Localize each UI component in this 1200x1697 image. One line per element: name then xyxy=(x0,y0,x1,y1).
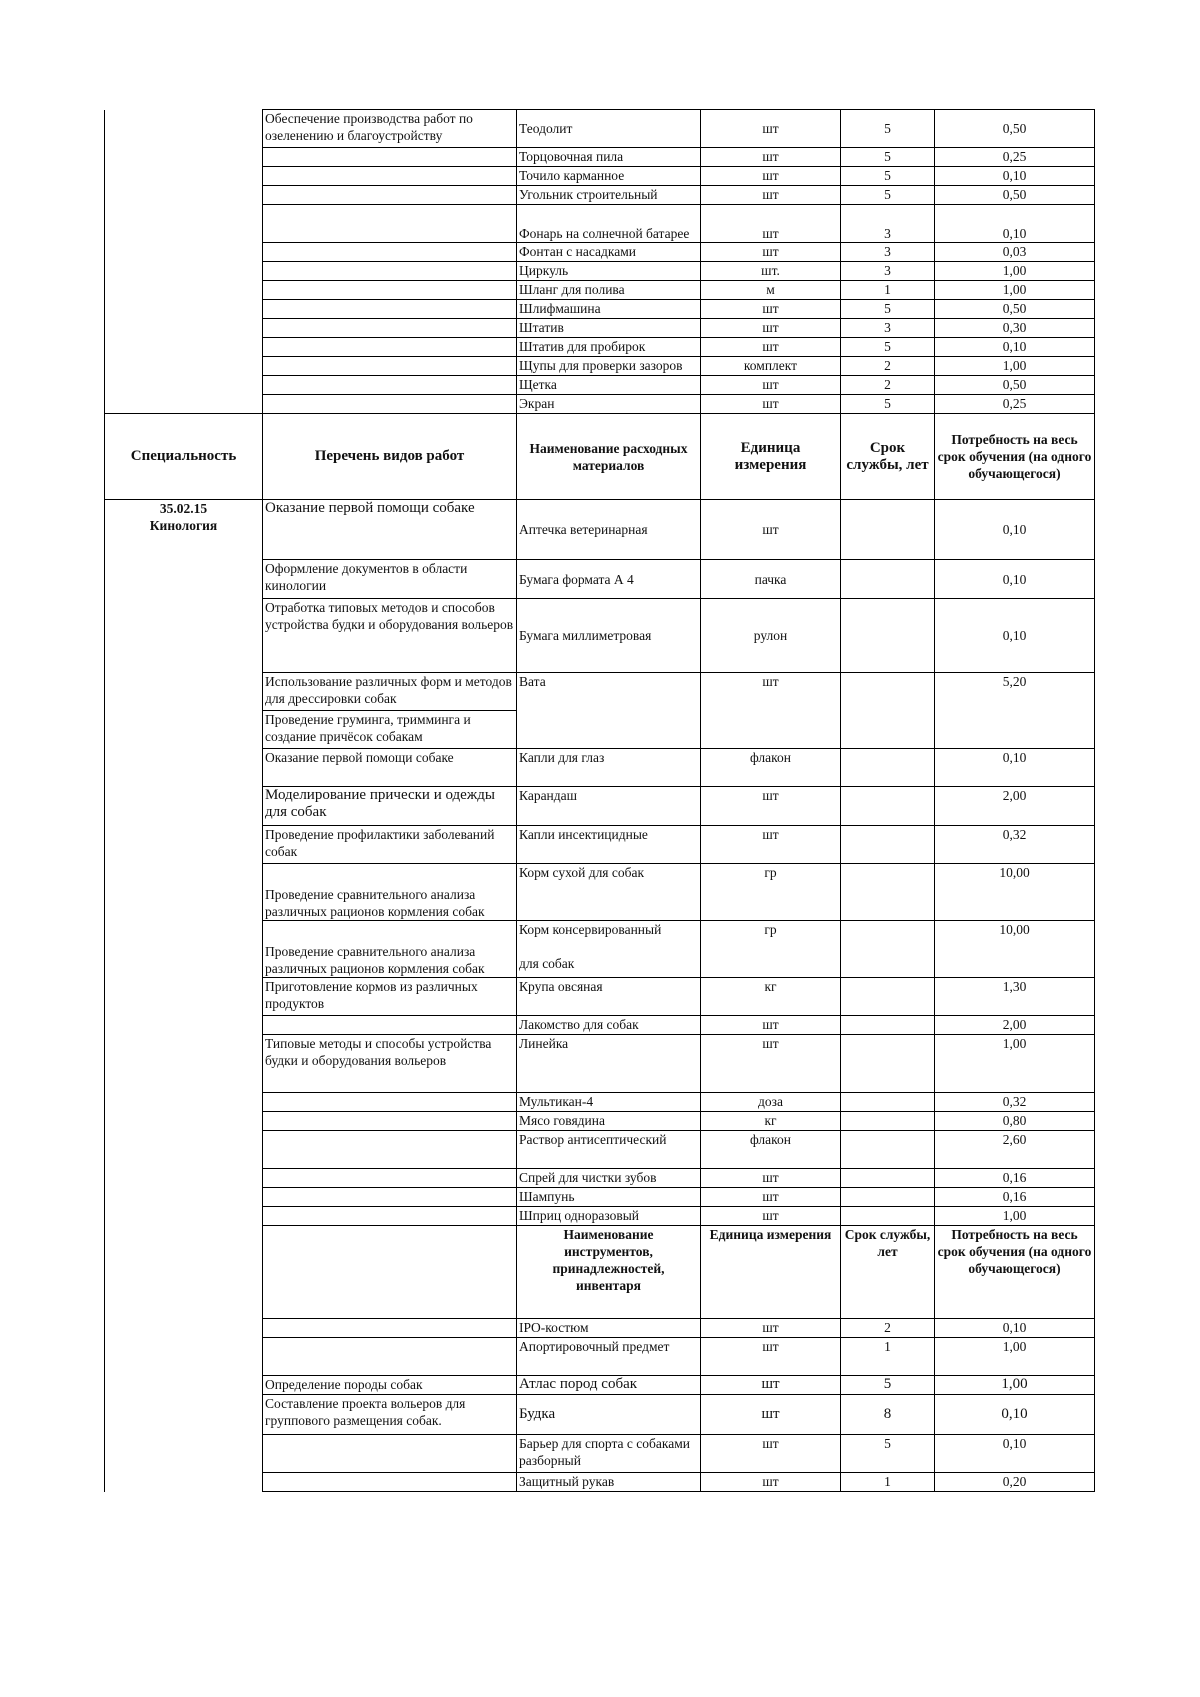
unit-cell: шт xyxy=(701,1169,841,1188)
work-type-cell xyxy=(263,1169,517,1188)
item-name-cell: Апортировочный предмет xyxy=(517,1338,701,1376)
work-type-cell: Оказание первой помощи собаке xyxy=(263,500,517,560)
table-row xyxy=(105,262,1095,281)
work-type-cell xyxy=(263,1112,517,1131)
item-name-cell: Шланг для полива xyxy=(517,281,701,300)
tools-name-header: Наименование инструментов, принадлежностей, инвентаря xyxy=(517,1226,701,1319)
need-cell: 0,10 xyxy=(935,560,1095,599)
work-type-cell xyxy=(263,395,517,414)
need-cell: 1,00 xyxy=(935,1338,1095,1376)
specialty-header: Специальность xyxy=(105,414,263,500)
unit-cell: шт xyxy=(701,319,841,338)
table-row xyxy=(105,500,1095,560)
work-type-cell: Приготовление кормов из различных продуктов xyxy=(263,978,517,1016)
specialty-code: 35.02.15 xyxy=(159,501,208,516)
work-type-cell xyxy=(263,281,517,300)
unit-cell: шт xyxy=(701,1207,841,1226)
unit-cell: шт xyxy=(701,1035,841,1093)
item-name-cell: Циркуль xyxy=(517,262,701,281)
specialty-cell-empty xyxy=(105,376,263,395)
item-name-cell: Раствор антисептический xyxy=(517,1131,701,1169)
need-cell: 0,30 xyxy=(935,319,1095,338)
need-cell: 0,10 xyxy=(935,500,1095,560)
unit-cell: гр xyxy=(701,921,841,978)
work-type-cell xyxy=(263,1473,517,1492)
specialty-cell xyxy=(105,500,263,1492)
item-name-cell: Щупы для проверки зазоров xyxy=(517,357,701,376)
service-life-cell xyxy=(841,978,935,1016)
need-cell: 0,10 xyxy=(935,1319,1095,1338)
table-row xyxy=(105,376,1095,395)
need-cell: 5,20 xyxy=(935,673,1095,749)
unit-cell: шт xyxy=(701,500,841,560)
unit-cell: шт xyxy=(701,1188,841,1207)
work-type-cell xyxy=(263,148,517,167)
work-type-cell xyxy=(263,1207,517,1226)
unit-cell: шт xyxy=(701,1319,841,1338)
table-row xyxy=(105,357,1095,376)
work-type-cell xyxy=(263,1188,517,1207)
need-cell: 2,60 xyxy=(935,1131,1095,1169)
need-cell: 1,00 xyxy=(935,1035,1095,1093)
item-name-cell: Вата xyxy=(517,673,701,749)
work-type-cell xyxy=(263,262,517,281)
item-name-cell: Мясо говядина xyxy=(517,1112,701,1131)
specialty-cell-empty xyxy=(105,110,263,148)
service-life-cell xyxy=(841,1169,935,1188)
item-name-cell: Угольник строительный xyxy=(517,186,701,205)
item-name-cell: Точило карманное xyxy=(517,167,701,186)
service-life-cell xyxy=(841,500,935,560)
need-header: Потребность на весь срок обучения (на одного обучающегося) xyxy=(935,414,1095,500)
service-life-header: Срок службы, лет xyxy=(841,414,935,500)
service-life-cell: 1 xyxy=(841,1338,935,1376)
unit-cell: кг xyxy=(701,1112,841,1131)
service-life-cell: 1 xyxy=(841,281,935,300)
unit-cell: шт xyxy=(701,167,841,186)
specialty-cell-empty xyxy=(105,395,263,414)
works-header: Перечень видов работ xyxy=(263,414,517,500)
service-life-cell: 5 xyxy=(841,1376,935,1395)
need-cell: 1,00 xyxy=(935,262,1095,281)
item-name-cell: Мультикан-4 xyxy=(517,1093,701,1112)
unit-cell: рулон xyxy=(701,599,841,673)
service-life-cell: 5 xyxy=(841,148,935,167)
need-cell: 0,50 xyxy=(935,110,1095,148)
specialty-cell-empty xyxy=(105,243,263,262)
service-life-cell xyxy=(841,1016,935,1035)
item-name-cell: Шампунь xyxy=(517,1188,701,1207)
specialty-cell-empty xyxy=(105,148,263,167)
need-cell: 2,00 xyxy=(935,787,1095,826)
service-life-cell: 3 xyxy=(841,319,935,338)
service-life-cell xyxy=(841,1035,935,1093)
item-name-cell: Линейка xyxy=(517,1035,701,1093)
item-name-cell: Шприц одноразовый xyxy=(517,1207,701,1226)
unit-cell: шт xyxy=(701,1016,841,1035)
need-cell: 0,10 xyxy=(935,1395,1095,1435)
unit-cell: шт xyxy=(701,300,841,319)
item-name-cell: Штатив xyxy=(517,319,701,338)
specialty-cell-empty xyxy=(105,205,263,243)
unit-cell: шт xyxy=(701,205,841,243)
service-life-cell: 3 xyxy=(841,262,935,281)
service-life-cell: 5 xyxy=(841,338,935,357)
unit-cell: шт xyxy=(701,376,841,395)
service-life-cell xyxy=(841,673,935,749)
table-row xyxy=(105,300,1095,319)
unit-cell: шт xyxy=(701,1338,841,1376)
work-type-cell xyxy=(263,1016,517,1035)
need-cell: 1,30 xyxy=(935,978,1095,1016)
need-cell: 0,10 xyxy=(935,599,1095,673)
tools-life-header: Срок службы, лет xyxy=(841,1226,935,1319)
work-type-cell xyxy=(263,1319,517,1338)
item-name-cell: Лакомство для собак xyxy=(517,1016,701,1035)
item-name-cell: Капли инсектицидные xyxy=(517,826,701,864)
service-life-cell xyxy=(841,787,935,826)
work-type-cell: Отработка типовых методов и способов устройства будки и оборудования вольеров xyxy=(263,599,517,673)
item-name-cell: Щетка xyxy=(517,376,701,395)
need-cell: 0,32 xyxy=(935,826,1095,864)
item-name-cell: Защитный рукав xyxy=(517,1473,701,1492)
unit-cell: комплект xyxy=(701,357,841,376)
unit-cell: шт xyxy=(701,673,841,749)
need-cell: 0,10 xyxy=(935,1435,1095,1473)
need-cell: 1,00 xyxy=(935,281,1095,300)
work-type-cell xyxy=(263,1226,517,1319)
unit-cell: шт xyxy=(701,395,841,414)
specialty-cell-empty xyxy=(105,338,263,357)
table-row xyxy=(105,186,1095,205)
specialty-cell-empty xyxy=(105,186,263,205)
item-name-cell: Корм консервированный для собак xyxy=(517,921,701,978)
need-cell: 0,32 xyxy=(935,1093,1095,1112)
specialty-cell-empty xyxy=(105,281,263,300)
unit-cell: доза xyxy=(701,1093,841,1112)
table-row xyxy=(105,205,1095,243)
work-type-cell xyxy=(263,1131,517,1169)
work-type-cell: Моделирование прически и одежды для собак xyxy=(263,787,517,826)
table-row xyxy=(105,167,1095,186)
table-row xyxy=(105,243,1095,262)
item-name-cell: Экран xyxy=(517,395,701,414)
work-type-cell: Составление проекта вольеров для группового размещения собак. xyxy=(263,1395,517,1435)
unit-cell: гр xyxy=(701,864,841,921)
need-cell: 0,50 xyxy=(935,186,1095,205)
item-name-cell: Торцовочная пила xyxy=(517,148,701,167)
work-type-cell xyxy=(263,338,517,357)
service-life-cell: 5 xyxy=(841,167,935,186)
work-type-cell xyxy=(263,186,517,205)
service-life-cell: 2 xyxy=(841,376,935,395)
table-row xyxy=(105,281,1095,300)
unit-cell: шт xyxy=(701,1435,841,1473)
specialty-cell-empty xyxy=(105,262,263,281)
work-type-cell xyxy=(263,319,517,338)
need-cell: 0,10 xyxy=(935,338,1095,357)
service-life-cell xyxy=(841,560,935,599)
specialty-cell-empty xyxy=(105,357,263,376)
service-life-cell: 3 xyxy=(841,205,935,243)
unit-cell: шт xyxy=(701,1473,841,1492)
item-name-cell: Теодолит xyxy=(517,110,701,148)
table-row xyxy=(105,338,1095,357)
need-cell: 10,00 xyxy=(935,921,1095,978)
service-life-cell xyxy=(841,1131,935,1169)
work-type-cell: Проведение сравнительного анализа различных рационов кормления собак xyxy=(263,864,517,921)
need-cell: 0,03 xyxy=(935,243,1095,262)
work-type-cell xyxy=(263,376,517,395)
unit-header: Единица измерения xyxy=(701,414,841,500)
work-type-cell xyxy=(263,1093,517,1112)
need-cell: 0,16 xyxy=(935,1169,1095,1188)
service-life-cell: 3 xyxy=(841,243,935,262)
work-type-cell xyxy=(263,300,517,319)
service-life-cell xyxy=(841,921,935,978)
service-life-cell: 5 xyxy=(841,395,935,414)
work-type-cell xyxy=(263,357,517,376)
item-name-cell: Крупа овсяная xyxy=(517,978,701,1016)
specialty-cell-empty xyxy=(105,167,263,186)
work-type-cell: Оформление документов в области кинологии xyxy=(263,560,517,599)
unit-cell: шт xyxy=(701,1376,841,1395)
item-name-cell: Будка xyxy=(517,1395,701,1435)
unit-cell: кг xyxy=(701,978,841,1016)
item-name-cell: Фонтан с насадками xyxy=(517,243,701,262)
item-name-cell: Бумага миллиметровая xyxy=(517,599,701,673)
service-life-cell: 1 xyxy=(841,1473,935,1492)
need-cell: 0,10 xyxy=(935,167,1095,186)
unit-cell: шт xyxy=(701,186,841,205)
work-type-cell xyxy=(263,1338,517,1376)
unit-cell: шт xyxy=(701,826,841,864)
work-type-cell: Оказание первой помощи собаке xyxy=(263,749,517,787)
item-name-cell: Спрей для чистки зубов xyxy=(517,1169,701,1188)
unit-cell: флакон xyxy=(701,1131,841,1169)
item-name-cell: Аптечка ветеринарная xyxy=(517,500,701,560)
service-life-cell xyxy=(841,864,935,921)
unit-cell: шт xyxy=(701,243,841,262)
service-life-cell: 5 xyxy=(841,186,935,205)
need-cell: 1,00 xyxy=(935,1376,1095,1395)
work-type-cell: Обеспечение производства работ по озеленению и благоустройству xyxy=(263,110,517,148)
table-row xyxy=(105,319,1095,338)
table-row xyxy=(105,110,1095,148)
need-cell: 0,20 xyxy=(935,1473,1095,1492)
specialty-cell-empty xyxy=(105,300,263,319)
need-cell: 0,25 xyxy=(935,148,1095,167)
service-life-cell xyxy=(841,749,935,787)
work-type-cell: Проведение груминга, тримминга и создание причёсок собакам xyxy=(263,711,517,749)
item-name-cell: Корм сухой для собак xyxy=(517,864,701,921)
need-cell: 10,00 xyxy=(935,864,1095,921)
need-cell: 1,00 xyxy=(935,1207,1095,1226)
item-name-cell: Штатив для пробирок xyxy=(517,338,701,357)
table-row xyxy=(105,148,1095,167)
item-name-cell: Атлас пород собак xyxy=(517,1376,701,1395)
table-row xyxy=(105,395,1095,414)
work-type-cell: Типовые методы и способы устройства будки и оборудования вольеров xyxy=(263,1035,517,1093)
unit-cell: флакон xyxy=(701,749,841,787)
work-type-cell xyxy=(263,1435,517,1473)
service-life-cell: 5 xyxy=(841,110,935,148)
need-cell: 0,25 xyxy=(935,395,1095,414)
unit-cell: шт xyxy=(701,787,841,826)
unit-cell: шт xyxy=(701,110,841,148)
item-name-cell: Бумага формата А 4 xyxy=(517,560,701,599)
unit-cell: м xyxy=(701,281,841,300)
need-cell: 1,00 xyxy=(935,357,1095,376)
specialty-name: Кинология xyxy=(149,518,218,533)
work-type-cell xyxy=(263,167,517,186)
item-name-cell: Барьер для спорта с собаками разборный xyxy=(517,1435,701,1473)
need-cell: 0,10 xyxy=(935,749,1095,787)
service-life-cell xyxy=(841,1112,935,1131)
work-type-cell: Использование различных форм и методов для дрессировки собак xyxy=(263,673,517,711)
service-life-cell: 2 xyxy=(841,357,935,376)
service-life-cell: 2 xyxy=(841,1319,935,1338)
unit-cell: шт xyxy=(701,338,841,357)
service-life-cell: 8 xyxy=(841,1395,935,1435)
tools-unit-header: Единица измерения xyxy=(701,1226,841,1319)
need-cell: 0,50 xyxy=(935,300,1095,319)
service-life-cell xyxy=(841,1207,935,1226)
need-cell: 0,80 xyxy=(935,1112,1095,1131)
unit-cell: шт. xyxy=(701,262,841,281)
unit-cell: шт xyxy=(701,148,841,167)
work-type-cell: Проведение сравнительного анализа различных рационов кормления собак xyxy=(263,921,517,978)
specialty-cell-empty xyxy=(105,319,263,338)
work-type-cell: Определение породы собак xyxy=(263,1376,517,1395)
item-name-cell: Шлифмашина xyxy=(517,300,701,319)
unit-cell: пачка xyxy=(701,560,841,599)
work-type-cell xyxy=(263,243,517,262)
item-name-cell: Фонарь на солнечной батарее xyxy=(517,205,701,243)
tools-need-header: Потребность на весь срок обучения (на одного обучающегося) xyxy=(935,1226,1095,1319)
service-life-cell: 5 xyxy=(841,300,935,319)
equipment-table xyxy=(104,109,1095,1492)
service-life-cell xyxy=(841,1093,935,1112)
service-life-cell xyxy=(841,599,935,673)
need-cell: 2,00 xyxy=(935,1016,1095,1035)
header-row xyxy=(105,414,1095,500)
item-name-cell: IPO-костюм xyxy=(517,1319,701,1338)
unit-cell: шт xyxy=(701,1395,841,1435)
service-life-cell xyxy=(841,826,935,864)
work-type-cell xyxy=(263,205,517,243)
material-name-header: Наименование расходных материалов xyxy=(517,414,701,500)
need-cell: 0,16 xyxy=(935,1188,1095,1207)
work-type-cell: Проведение профилактики заболеваний собак xyxy=(263,826,517,864)
item-name-cell: Карандаш xyxy=(517,787,701,826)
need-cell: 0,10 xyxy=(935,205,1095,243)
item-name-cell: Капли для глаз xyxy=(517,749,701,787)
service-life-cell: 5 xyxy=(841,1435,935,1473)
service-life-cell xyxy=(841,1188,935,1207)
need-cell: 0,50 xyxy=(935,376,1095,395)
